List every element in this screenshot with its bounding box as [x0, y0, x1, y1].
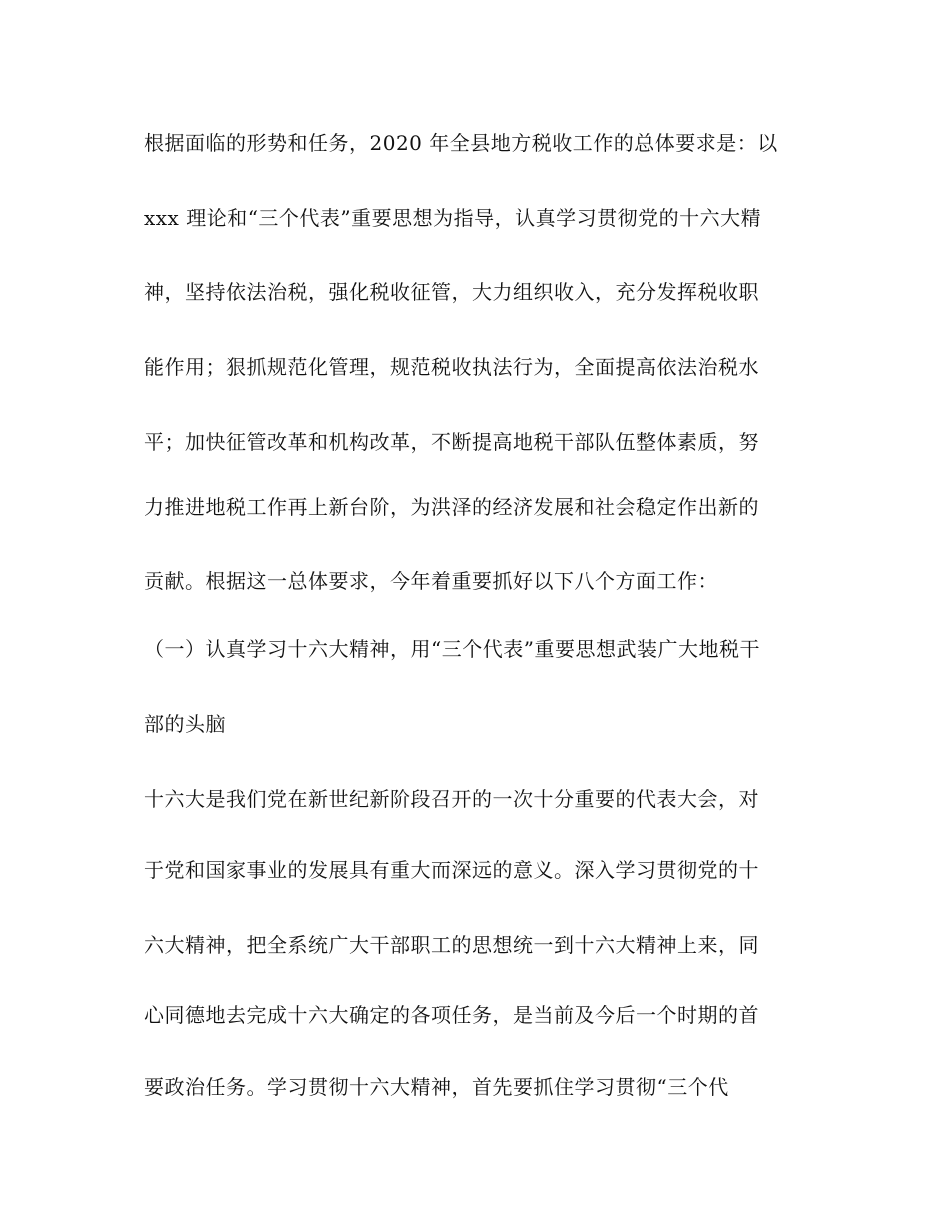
text-line: 平；加快征管改革和机构改革，不断提高地税干部队伍整体素质，努: [144, 430, 759, 454]
text-line: 心同德地去完成十六大确定的各项任务，是当前及今后一个时期的首: [144, 1003, 759, 1027]
text-line: 能作用；狠抓规范化管理，规范税收执法行为，全面提高依法治税水: [144, 355, 759, 379]
text-line: 根据面临的形势和任务，2020 年全县地方税收工作的总体要求是：以: [144, 131, 778, 155]
section-heading-line: 部的头脑: [144, 712, 226, 736]
text-line: 十六大是我们党在新世纪新阶段召开的一次十分重要的代表大会，对: [144, 787, 759, 811]
text-line: 神，坚持依法治税，强化税收征管，大力组织收入，充分发挥税收职: [144, 280, 759, 304]
text-line: 于党和国家事业的发展具有重大而深远的意义。深入学习贯彻党的十: [144, 858, 759, 882]
text-line: 力推进地税工作再上新台阶，为洪泽的经济发展和社会稳定作出新的: [144, 495, 759, 519]
text-line: xxx 理论和“三个代表”重要思想为指导，认真学习贯彻党的十六大精: [144, 206, 762, 230]
section-heading-line: （一）认真学习十六大精神，用“三个代表”重要思想武装广大地税干: [144, 637, 760, 661]
text-line: 要政治任务。学习贯彻十六大精神，首先要抓住学习贯彻“三个代: [144, 1075, 729, 1099]
text-line: 六大精神，把全系统广大干部职工的思想统一到十六大精神上来，同: [144, 933, 759, 957]
text-line: 贡献。根据这一总体要求，今年着重要抓好以下八个方面工作：: [144, 569, 718, 593]
